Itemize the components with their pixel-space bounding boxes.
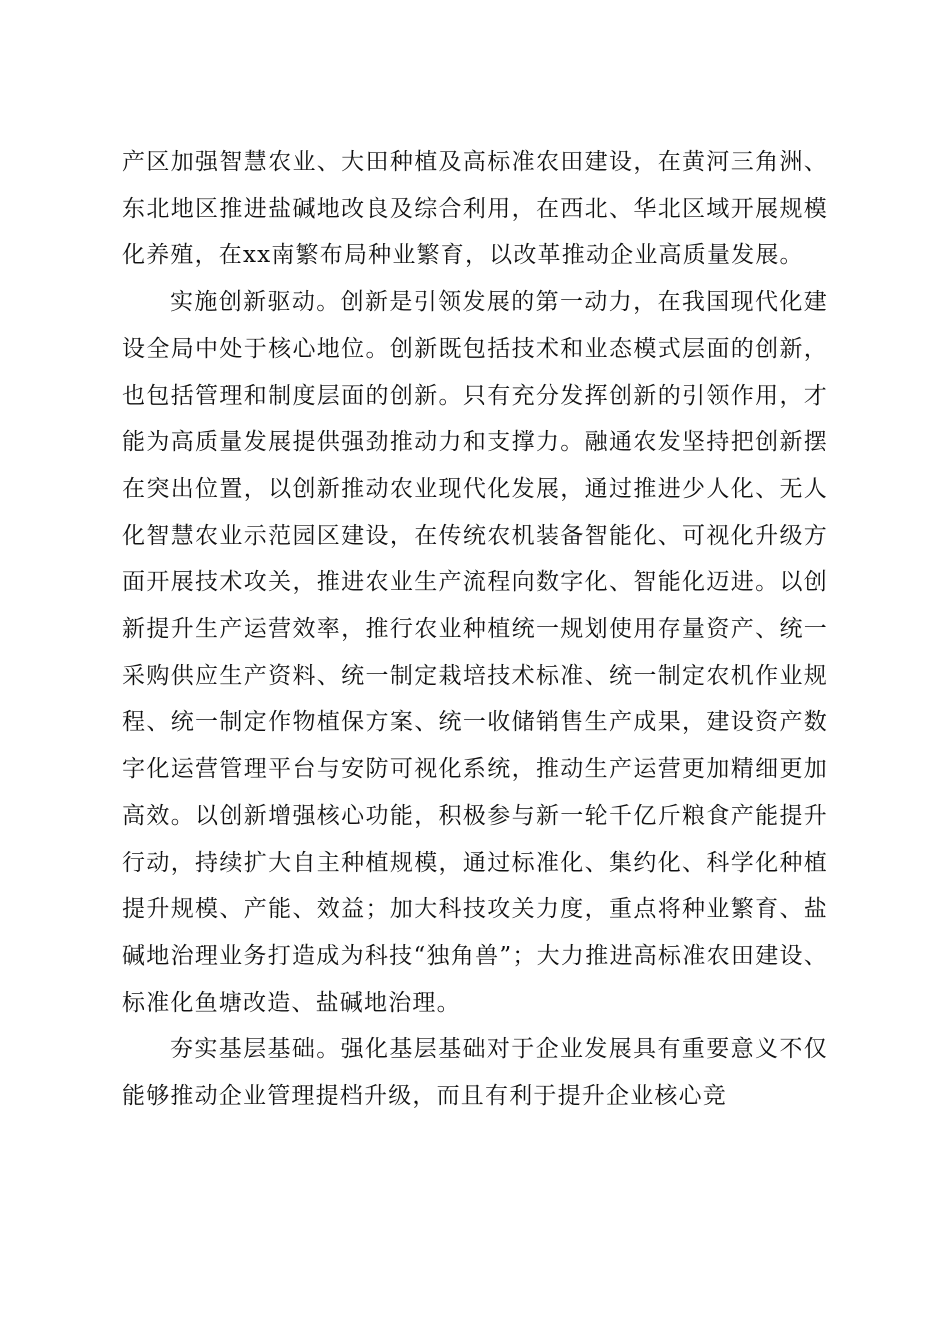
paragraph-innovation: 实施创新驱动。创新是引领发展的第一动力，在我国现代化建设全局中处于核心地位。创新既包括技术和业态模式层面的创新，也包括管理和制度层面的创新。只有充分发挥创新的引领作用，才能为高质量发展提供强劲推动力和支撑力。融通农发坚持把创新摆在突出位置，以创新推动农业现代化发展，通过推进少人化、无人化智慧农业示范园区建设，在传统农机装备智能化、可视化升级方面开展技术攻关，推进农业生产流程向数字化、智能化迈进。以创新提升生产运营效率，推行农业种植统一规划使用存量资产、统一采购供应生产资料、统一制定栽培技术标准、统一制定农机作业规程、统一制定作物植保方案、统一收储销售生产成果，建设资产数字化运营管理平台与安防可视化系统，推动生产运营更加精细更加高效。以创新增强核心功能，积极参与新一轮千亿斤粮食产能提升行动，持续扩大自主种植规模，通过标准化、集约化、科学化种植提升规模、产能、效益；加大科技攻关力度，重点将种业繁育、盐碱地治理业务打造成为科技“独角兽”；大力推进高标准农田建设、标准化鱼塘改造、盐碱地治理。 [122,289,828,1016]
paragraph-continuation: 产区加强智慧农业、大田种植及高标准农田建设，在黄河三角洲、东北地区推进盐碱地改良及综合利用，在西北、华北区域开展规模化养殖，在xx南繁布局种业繁育，以改革推动企业高质量发展。 [122,149,828,269]
document-body [122,139,828,1120]
paragraph-grassroots: 夯实基层基础。强化基层基础对于企业发展具有重要意义不仅能够推动企业管理提档升级，而且有利于提升企业核心竞 [122,1036,828,1110]
